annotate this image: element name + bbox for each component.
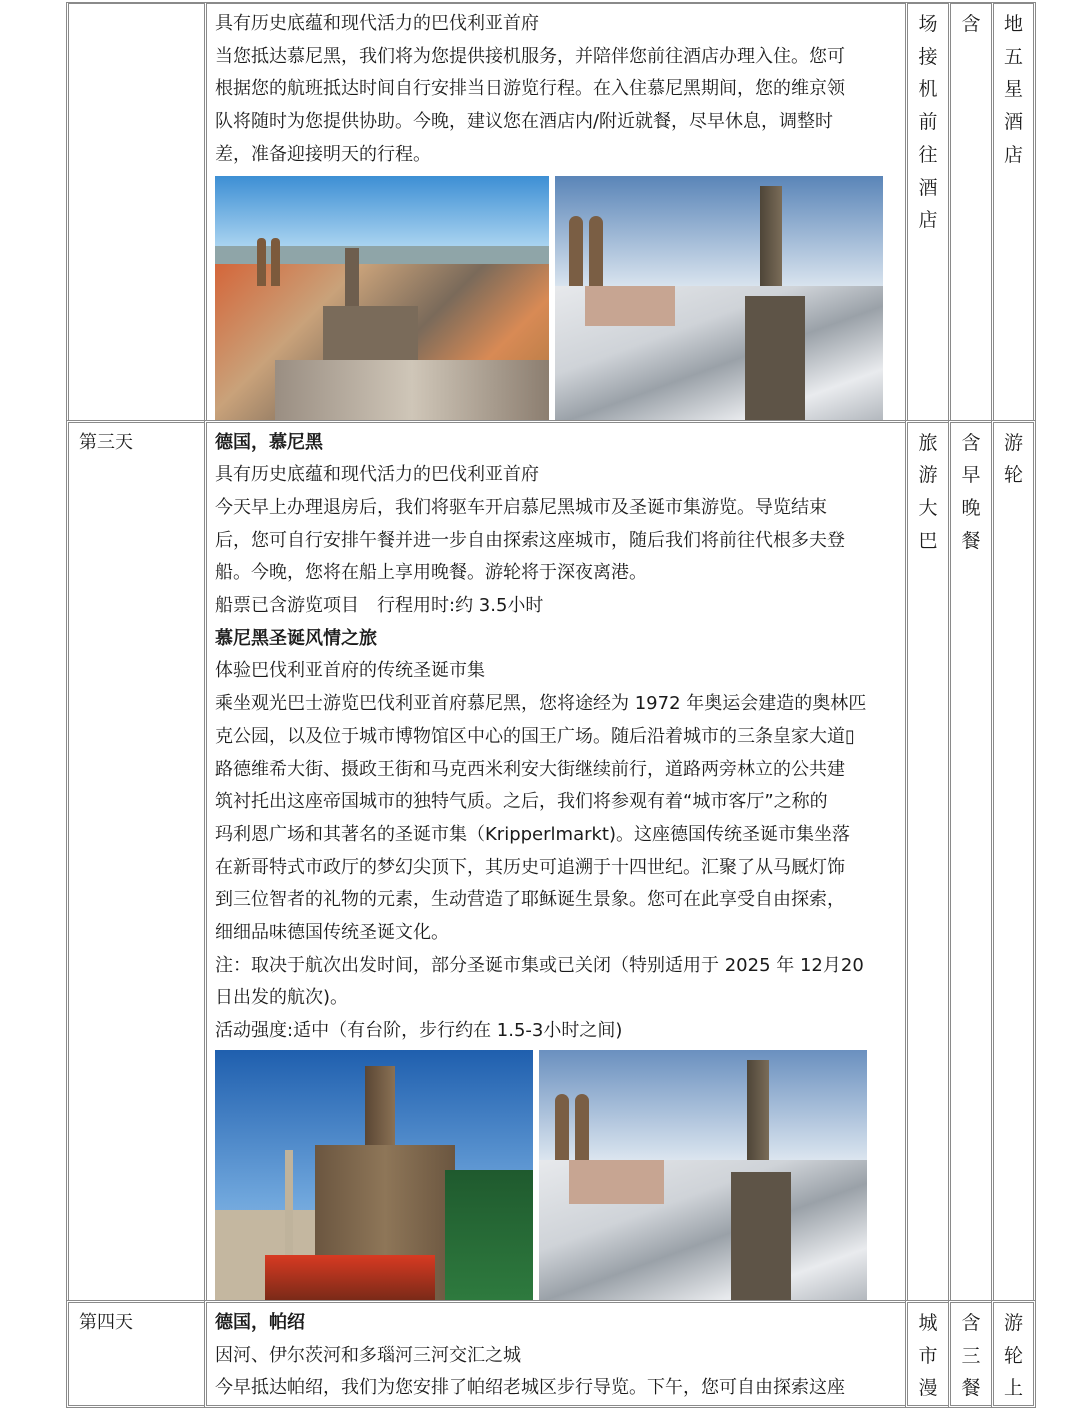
description (207, 1303, 905, 1405)
transport-text: 场 接 机 前 往 酒 店 (918, 13, 938, 232)
desc-line: 在新哥特式市政厅的梦幻尖顶下，其历史可追溯于十四世纪。汇聚了从马厩灯饰 (215, 856, 845, 878)
hotel-text: 游 轮 上 (1003, 1311, 1023, 1400)
meals-cell (948, 1300, 991, 1408)
desc-line: 到三位智者的礼物的元素，生动营造了耶稣诞生景象。您可在此享受自由探索， (215, 889, 845, 911)
day-label: 第三天 (79, 431, 133, 453)
meals-cell (948, 420, 991, 1300)
desc-line: 乘坐观光巴士游览巴伐利亚首府慕尼黑，您将途经为 1972 年奥运会建造的奥林匹 (215, 693, 867, 715)
meals-text: 含 早 晚 餐 (961, 431, 981, 552)
meals-text: 含 三 餐 (961, 1311, 981, 1400)
description (207, 423, 905, 1300)
meals-cell (948, 2, 991, 420)
desc-line: 队将随时为您提供协助。今晚，建议您在酒店内/附近就餐，尽早休息，调整时 (215, 111, 834, 133)
marienplatz-christmas-photo (215, 1050, 533, 1300)
desc-line: 因河、伊尔茨河和多瑙河三河交汇之城 (215, 1344, 521, 1366)
description-cell (204, 1300, 905, 1408)
photo-strip (215, 176, 895, 420)
desc-line: 注：取决于航次出发时间，部分圣诞市集或已关闭（特别适用于 2025 年 12月20 (215, 954, 864, 976)
desc-heading: 德国，慕尼黑 (215, 431, 323, 453)
day-cell (66, 420, 204, 1300)
desc-line: 后，您可自行安排午餐并进一步自由探索这座城市，随后我们将前往代根多夫登 (215, 529, 845, 551)
desc-line: 细细品味德国传统圣诞文化。 (215, 922, 449, 944)
transport-cell (905, 2, 948, 420)
hotel-text: 地 五 星 酒 店 (1003, 13, 1023, 166)
desc-line: 当您抵达慕尼黑，我们将为您提供接机服务，并陪伴您前往酒店办理入住。您可 (215, 45, 845, 67)
desc-line: 今早抵达帕绍，我们为您安排了帕绍老城区步行导览。下午，您可自由探索这座 (215, 1377, 845, 1399)
hotel-cell (991, 420, 1036, 1300)
itinerary-row-day-4 (66, 1300, 1036, 1408)
itinerary-row-day-2 (66, 2, 1036, 420)
desc-line: 差，准备迎接明天的行程。 (215, 143, 431, 165)
desc-line: 船。今晚，您将在船上享用晚餐。游轮将于深夜离港。 (215, 562, 647, 584)
desc-line: 筑衬托出这座帝国城市的独特气质。之后，我们将参观有着“城市客厅”之称的 (215, 791, 828, 813)
day-cell (66, 1300, 204, 1408)
desc-line: 日出发的航次)。 (215, 987, 349, 1009)
desc-line: 体验巴伐利亚首府的传统圣诞市集 (215, 660, 485, 682)
desc-line: 今天早上办理退房后，我们将驱车开启慕尼黑城市及圣诞市集游览。导览结束 (215, 496, 827, 518)
munich-rooftops-photo (539, 1050, 867, 1300)
desc-line: 活动强度:适中（有台阶，步行约在 1.5-3小时之间) (215, 1020, 623, 1042)
itinerary-table (66, 2, 1036, 1408)
munich-aerial-photo (215, 176, 549, 420)
desc-line: 路德维希大街、摄政王街和马克西米利安大街继续前行，道路两旁林立的公共建 (215, 758, 845, 780)
meals-text: 含 (961, 13, 981, 35)
desc-line: 根据您的航班抵达时间自行安排当日游览行程。在入住慕尼黑期间，您的维京领 (215, 78, 845, 100)
transport-cell (905, 420, 948, 1300)
description-cell (204, 2, 905, 420)
desc-heading: 德国，帕绍 (215, 1311, 305, 1333)
munich-winter-photo (555, 176, 883, 420)
hotel-cell (991, 1300, 1036, 1408)
day-cell (66, 2, 204, 420)
day-label: 第四天 (79, 1311, 133, 1333)
desc-line: 玛利恩广场和其著名的圣诞市集（Kripperlmarkt)。这座德国传统圣诞市集坐落 (215, 823, 850, 845)
desc-heading: 慕尼黑圣诞风情之旅 (215, 627, 377, 649)
transport-text: 旅 游 大 巴 (918, 431, 938, 552)
description (207, 4, 905, 420)
transport-text: 城 市 漫 (918, 1311, 938, 1400)
hotel-text: 游 轮 (1003, 431, 1023, 487)
desc-line: 船票已含游览项目 行程用时:约 3.5小时 (215, 595, 544, 617)
photo-strip (215, 1050, 895, 1300)
desc-line: 具有历史底蕴和现代活力的巴伐利亚首府 (215, 464, 539, 486)
itinerary-row-day-3 (66, 420, 1036, 1300)
desc-line: 克公园，以及位于城市博物馆区中心的国王广场。随后沿着城市的三条皇家大道▯ (215, 725, 855, 747)
description-cell (204, 420, 905, 1300)
hotel-cell (991, 2, 1036, 420)
day-label (69, 4, 204, 8)
desc-line: 具有历史底蕴和现代活力的巴伐利亚首府 (215, 13, 539, 34)
transport-cell (905, 1300, 948, 1408)
